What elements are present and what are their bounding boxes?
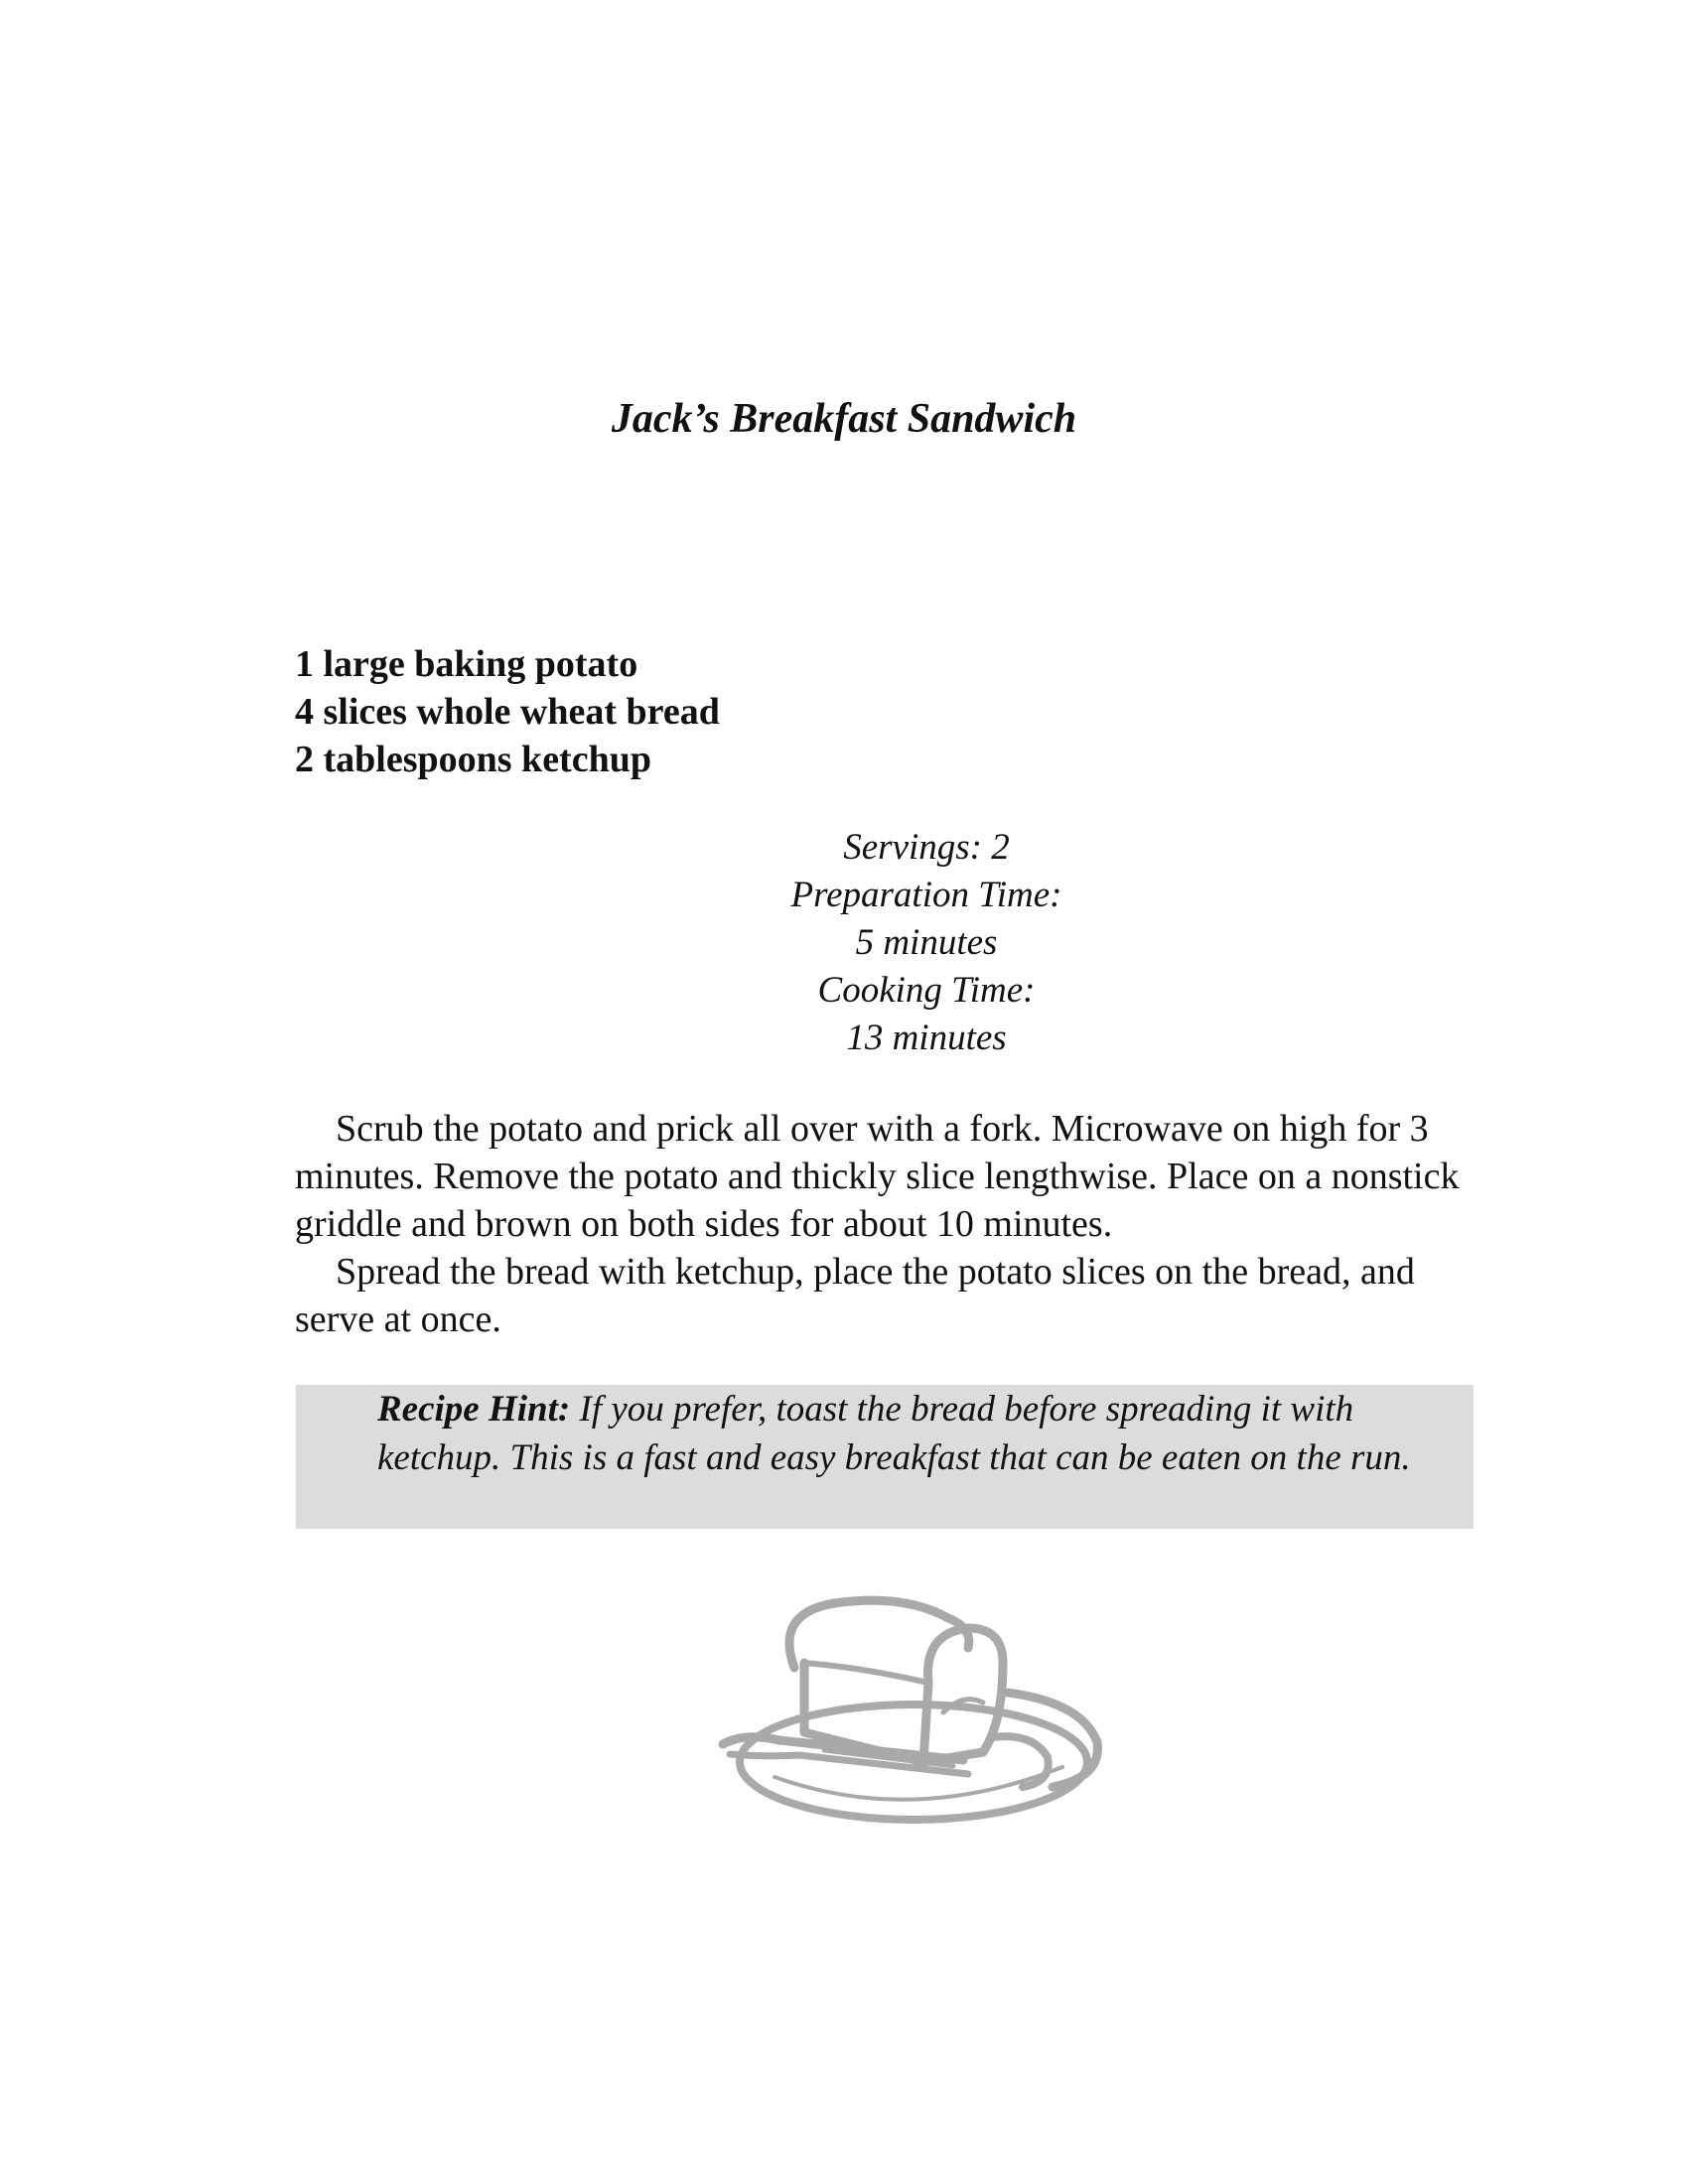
prep-time-value: 5 minutes — [855, 922, 998, 963]
recipe-meta — [695, 824, 1158, 1062]
ingredient-item: 2 tablespoons ketchup — [295, 739, 651, 780]
bread-loaf-icon — [705, 1573, 1122, 1832]
servings: Servings: 2 — [843, 827, 1010, 868]
ingredient-item: 4 slices whole wheat bread — [295, 691, 720, 733]
directions — [295, 1105, 1486, 1343]
direction-paragraph: Scrub the potato and prick all over with a fork. Microwave on high for 3 minutes. Remove the potato and thickly slice lengthwise. Place on a nonstick griddle and brown on both sides for about 10 minutes. — [295, 1108, 1460, 1245]
prep-time-label: Preparation Time: — [790, 875, 1062, 915]
ingredient-item: 1 large baking potato — [295, 643, 638, 685]
cook-time-value: 13 minutes — [846, 1018, 1007, 1058]
recipe-title: Jack’s Breakfast Sandwich — [611, 396, 1077, 442]
recipe-hint-text: If you prefer, toast the bread before spreading it with ketchup. This is a fast and easy breakfast that can be eaten on the run. — [377, 1389, 1411, 1478]
direction-paragraph: Spread the bread with ketchup, place the potato slices on the bread, and serve at once. — [295, 1251, 1415, 1340]
recipe-hint-box — [296, 1385, 1474, 1529]
cook-time-label: Cooking Time: — [817, 970, 1036, 1011]
recipe-hint-label: Recipe Hint: — [377, 1389, 571, 1430]
recipe-hint — [377, 1385, 1450, 1482]
ingredient-list — [295, 640, 720, 783]
